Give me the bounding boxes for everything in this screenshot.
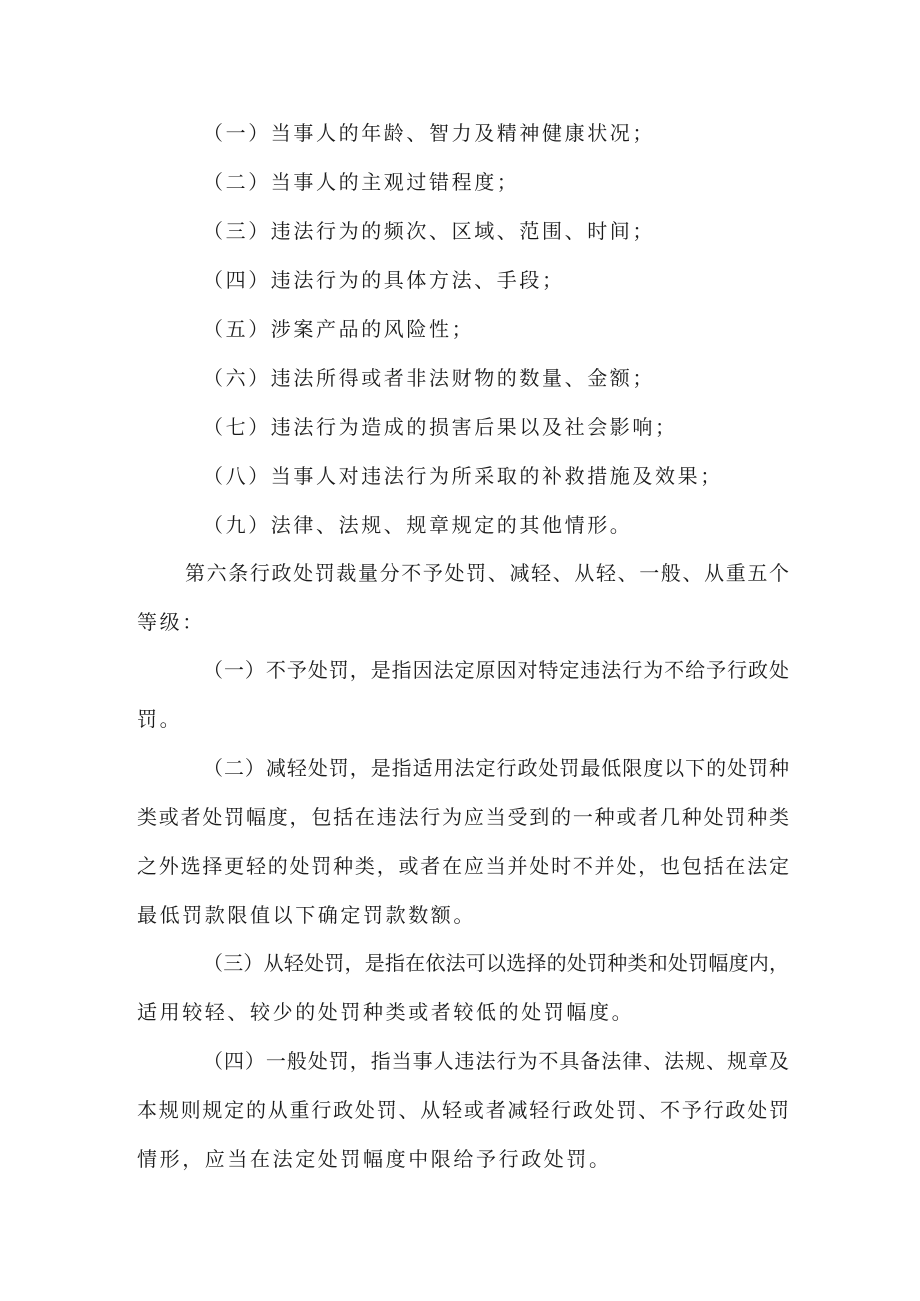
level-paragraph-4-cont: 本规则规定的从重行政处罚、从轻或者减轻行政处罚、不予行政处罚 bbox=[137, 1098, 789, 1122]
factor-item: （五）涉案产品的风险性； bbox=[203, 317, 475, 341]
factor-item: （六）违法所得或者非法财物的数量、金额； bbox=[203, 366, 655, 390]
factor-item: （二）当事人的主观过错程度； bbox=[203, 170, 520, 194]
level-paragraph-3: （三）从轻处罚，是指在依法可以选择的处罚种类和处罚幅度内， bbox=[203, 951, 789, 975]
level-paragraph-2-cont: 之外选择更轻的处罚种类，或者在应当并处时不并处，也包括在法定 bbox=[137, 854, 789, 878]
level-paragraph-2-cont: 最低罚款限值以下确定罚款数额。 bbox=[137, 903, 476, 927]
level-paragraph-4: （四）一般处罚，指当事人违法行为不具备法律、法规、规章及 bbox=[203, 1049, 789, 1073]
level-paragraph-1-cont: 罚。 bbox=[137, 707, 183, 731]
article-six-heading: 第六条行政处罚裁量分不予处罚、减轻、从轻、一般、从重五个 bbox=[185, 561, 789, 585]
level-paragraph-3-cont: 适用较轻、较少的处罚种类或者较低的处罚幅度。 bbox=[137, 1000, 635, 1024]
factor-item: （七）违法行为造成的损害后果以及社会影响； bbox=[203, 415, 678, 439]
article-six-heading-cont: 等级： bbox=[137, 610, 205, 634]
level-paragraph-2: （二）减轻处罚，是指适用法定行政处罚最低限度以下的处罚种 bbox=[203, 756, 789, 780]
factor-item: （八）当事人对违法行为所采取的补救措施及效果； bbox=[203, 464, 723, 488]
factor-item: （九）法律、法规、规章规定的其他情形。 bbox=[203, 513, 633, 537]
factor-item: （三）违法行为的频次、区域、范围、时间； bbox=[203, 219, 655, 243]
level-paragraph-1: （一）不予处罚，是指因法定原因对特定违法行为不给予行政处 bbox=[203, 658, 789, 682]
level-paragraph-4-cont: 情形，应当在法定处罚幅度中限给予行政处罚。 bbox=[137, 1147, 612, 1171]
factor-item: （四）违法行为的具体方法、手段； bbox=[203, 268, 565, 292]
level-paragraph-2-cont: 类或者处罚幅度，包括在违法行为应当受到的一种或者几种处罚种类 bbox=[137, 805, 789, 829]
factor-item: （一）当事人的年龄、智力及精神健康状况； bbox=[203, 121, 655, 145]
